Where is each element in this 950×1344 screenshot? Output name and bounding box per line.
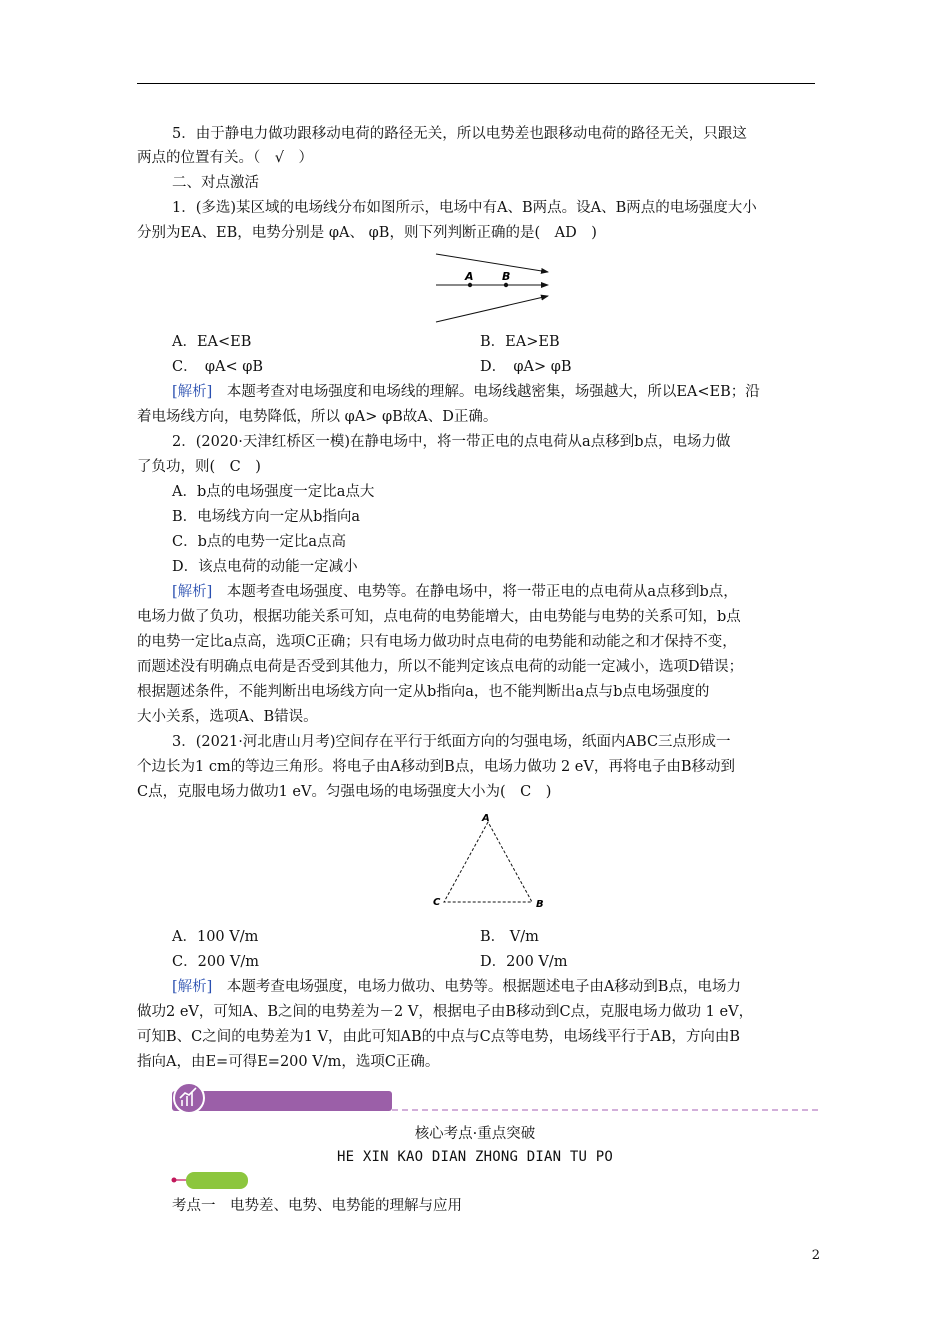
q5-line1: 5．由于静电力做功跟移动电荷的路径无关，所以电势差也跟移动电荷的路径无关，只跟这 — [172, 126, 747, 142]
q1-line2: 分别为EA、EB，电势分别是 φA、 φB，则下列判断正确的是( AD ) — [137, 225, 597, 241]
kaodian1-title: 考点一 电势差、电势、电势能的理解与应用 — [172, 1198, 462, 1214]
q3-analysis-text1: 本题考查电场强度，电场力做功、电势等。根据题述电子由A移动到B点，电场力 — [212, 979, 741, 995]
point-a-label: A — [465, 270, 474, 283]
banner-badge — [174, 1083, 204, 1113]
q2-option-b: B．电场线方向一定从b指向a — [172, 509, 361, 525]
point-b-label: B — [502, 270, 511, 283]
point-a-dot — [468, 283, 472, 287]
q3-analysis-tag: [解析] — [172, 979, 213, 995]
q3-line2: 个边长为1 cm的等边三角形。将电子由A移动到B点，电场力做功 2 eV，再将电子由B移动到 — [137, 759, 735, 775]
q1-analysis-line2: 着电场线方向，电势降低，所以 φA> φB故A、D正确。 — [137, 409, 498, 425]
q2-analysis-line5: 根据题述条件，不能判断出电场线方向一定从b指向a，也不能判断出a点与b点电场强度的 — [137, 684, 710, 700]
field-line-bottom — [436, 296, 548, 322]
q1-analysis-text1: 本题考查对电场强度和电场线的理解。电场线越密集，场强越大，所以EA<EB；沿 — [212, 384, 760, 400]
q2-analysis-line6: 大小关系，选项A、B错误。 — [137, 709, 318, 725]
q1-line1: 1．(多选)某区域的电场线分布如图所示，电场中有A、B两点。设A、B两点的电场强度大小 — [172, 200, 757, 216]
vertex-b-label: B — [536, 899, 544, 910]
q2-analysis-line1 — [172, 582, 738, 602]
q3-line3: C点，克服电场力做功1 eV。匀强电场的电场强度大小为( C ) — [137, 784, 552, 800]
q2-analysis-text1: 本题考查电场强度、电势等。在静电场中，将一带正电的点电荷从a点移到b点， — [212, 584, 738, 600]
q2-option-d: D．该点电荷的动能一定减小 — [172, 559, 358, 575]
q2-analysis-line3: 的电势一定比a点高，选项C正确；只有电场力做功时点电荷的电势能和动能之和才保持不变， — [137, 634, 737, 650]
q3-analysis-line4: 指向A，由E=可得E=200 V/m，选项C正确。 — [137, 1054, 440, 1070]
q3-option-b: B． V/m — [480, 929, 539, 945]
q3-analysis-line3: 可知B、C之间的电势差为1 V，由此可知AB的中点与C点等电势，电场线平行于AB，方向由B — [137, 1029, 741, 1045]
q2-analysis-line2: 电场力做了负功，根据功能关系可知，点电荷的电势能增大，由电势能与电势的关系可知，b点 — [137, 609, 741, 625]
q1-option-b: B．EA>EB — [480, 334, 560, 350]
banner-bar — [172, 1091, 392, 1111]
q2-analysis-tag: [解析] — [172, 584, 213, 600]
vertex-a-label: A — [482, 813, 490, 824]
q2-line2: 了负功，则( C ) — [137, 459, 261, 475]
marker-dot — [172, 1178, 177, 1183]
section-banner — [170, 1078, 820, 1114]
banner-title-cn: 核心考点·重点突破 — [414, 1126, 536, 1142]
q2-line1: 2．(2020·天津红桥区一模)在静电场中，将一带正电的点电荷从a点移到b点，电场力做 — [172, 434, 731, 450]
marker-pill — [186, 1172, 248, 1189]
q3-line1: 3．(2021·河北唐山月考)空间存在平行于纸面方向的匀强电场，纸面内ABC三点形成一 — [172, 734, 731, 750]
q3-option-c: C．200 V/m — [172, 954, 259, 970]
q3-option-d: D．200 V/m — [480, 954, 568, 970]
point-b-dot — [504, 283, 508, 287]
section2-title: 二、对点激活 — [172, 175, 259, 191]
banner-title-pinyin: HE XIN KAO DIAN ZHONG DIAN TU PO — [336, 1149, 614, 1165]
vertex-c-label: C — [433, 897, 441, 908]
q1-option-a: A．EA<EB — [172, 334, 252, 350]
q3-analysis-line2: 做功2 eV，可知A、B之间的电势差为－2 V，根据电子由B移动到C点，克服电场力做功 1 eV， — [137, 1004, 754, 1020]
header-rule — [137, 83, 815, 84]
field-line-top — [436, 254, 548, 272]
q1-analysis-tag: [解析] — [172, 384, 213, 400]
q2-option-c: C．b点的电势一定比a点高 — [172, 534, 347, 550]
triangle-abc — [444, 822, 532, 902]
q3-analysis-line1 — [172, 977, 741, 997]
q1-analysis-line1 — [172, 382, 760, 402]
kaodian-marker — [170, 1169, 260, 1191]
q5-line2: 两点的位置有关。（ √ ） — [137, 150, 313, 166]
field-lines-figure — [430, 250, 560, 328]
q1-option-d: D． φA> φB — [480, 359, 572, 375]
q3-option-a: A．100 V/m — [172, 929, 259, 945]
q2-option-a: A．b点的电场强度一定比a点大 — [172, 484, 375, 500]
q2-analysis-line4: 而题述没有明确点电荷是否受到其他力，所以不能判定该点电荷的动能一定减小，选项D错误； — [137, 659, 744, 675]
triangle-figure — [428, 812, 548, 912]
q1-option-c: C． φA< φB — [172, 359, 264, 375]
page-number: 2 — [811, 1248, 820, 1263]
